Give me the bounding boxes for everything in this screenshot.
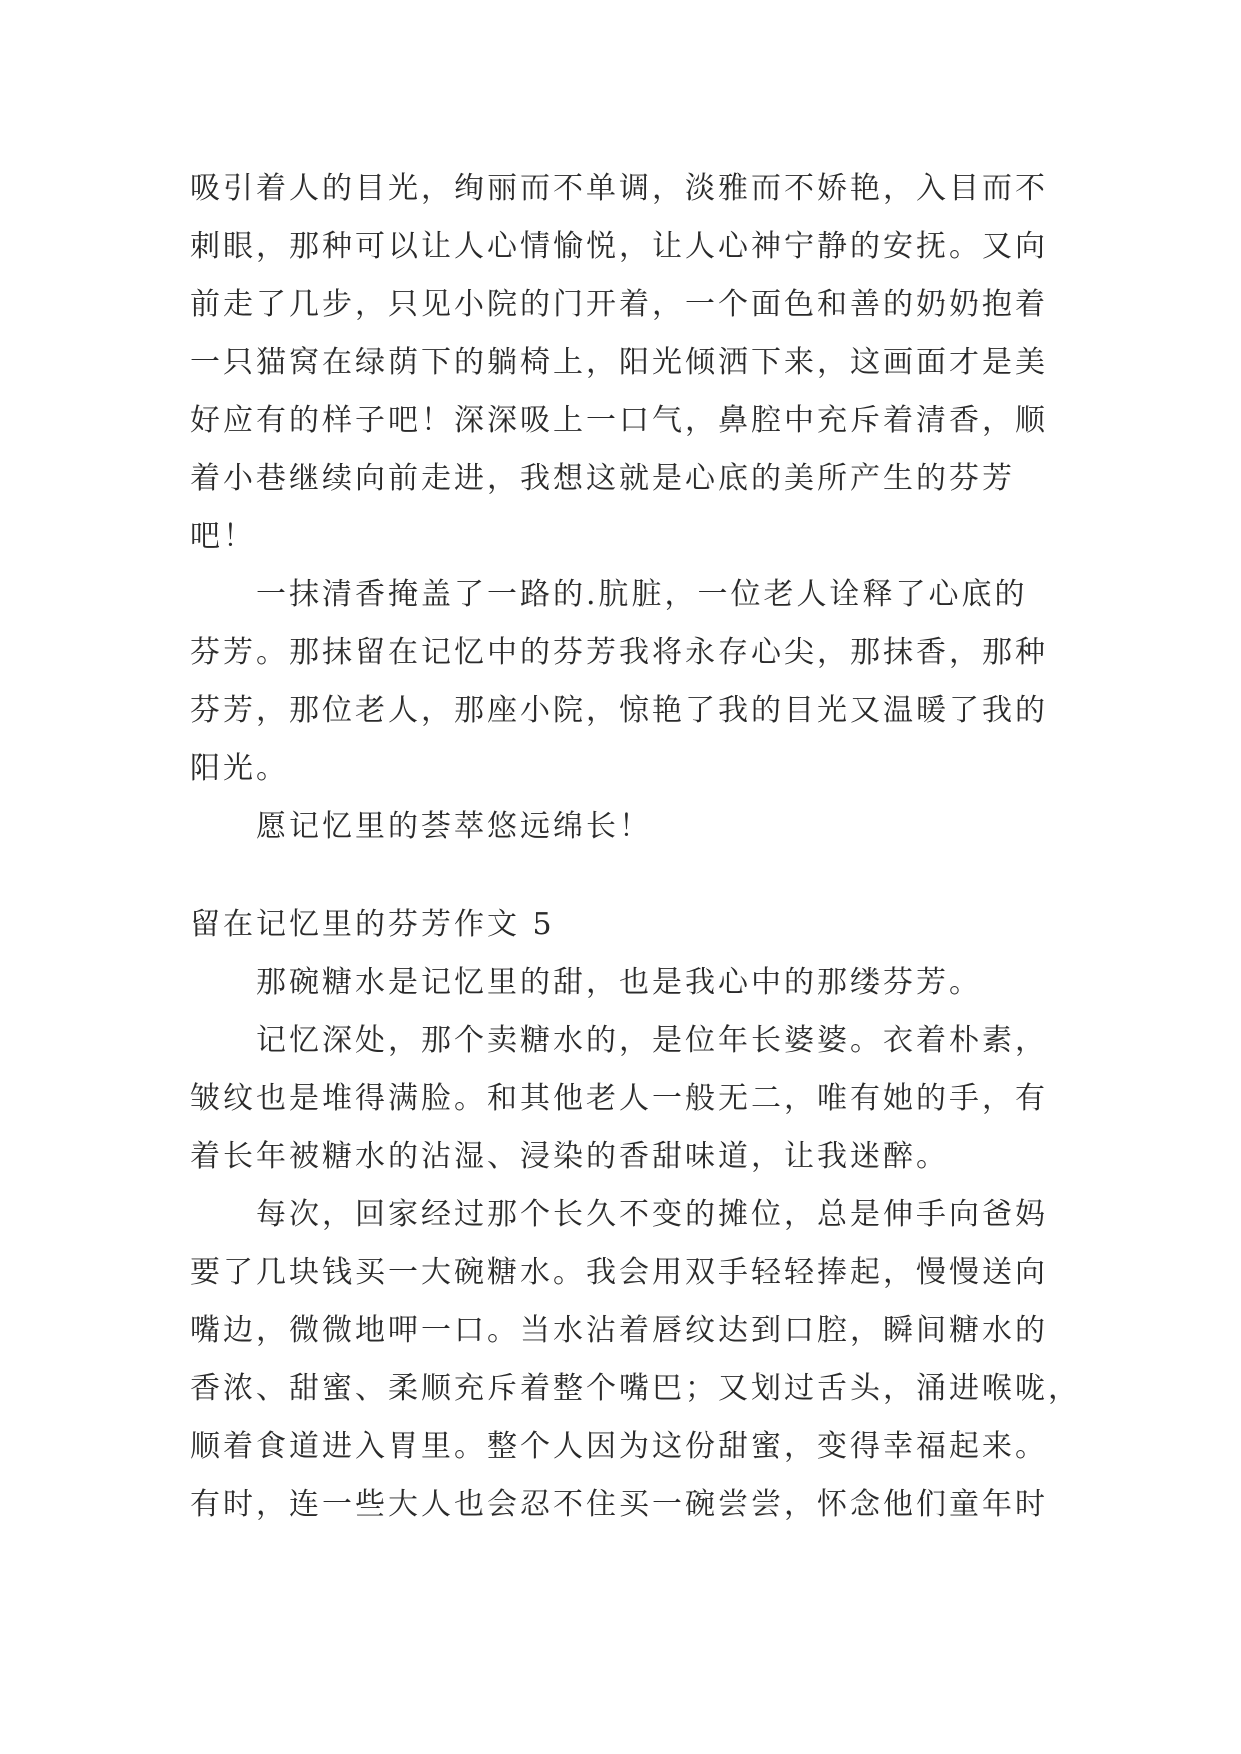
text-line: 愿记忆里的荟萃悠远绵长！ [256,809,652,844]
paragraph-3 [190,798,1060,856]
text-line: 一抹清香掩盖了一路的.肮脏，一位老人诠释了心底的 [256,577,1028,612]
section-spacer [190,856,1060,896]
text-line: 好应有的样子吧！深深吸上一口气，鼻腔中充斥着清香，顺 [190,403,1048,438]
text-line: 有时，连一些大人也会忍不住买一碗尝尝，怀念他们童年时 [190,1487,1048,1522]
text-line: 吧！ [190,519,256,554]
section-paragraph-2 [190,1012,1060,1186]
text-line: 吸引着人的目光，绚丽而不单调，淡雅而不娇艳，入目而不 [190,171,1048,206]
section-paragraph-3 [190,1186,1081,1534]
section-paragraph-1 [190,954,1060,1012]
text-line: 前走了几步，只见小院的门开着，一个面色和善的奶奶抱着 [190,287,1048,322]
text-line: 着小巷继续向前走进，我想这就是心底的美所产生的芬芳 [190,461,1015,496]
paragraph-2 [190,566,1060,798]
text-line: 那碗糖水是记忆里的甜，也是我心中的那缕芬芳。 [256,965,982,1000]
document-body [190,160,1081,1534]
text-line: 芬芳，那位老人，那座小院，惊艳了我的目光又温暖了我的 [190,693,1048,728]
text-line: 刺眼，那种可以让人心情愉悦，让人心神宁静的安抚。又向 [190,229,1048,264]
text-line: 每次，回家经过那个长久不变的摊位，总是伸手向爸妈 [256,1197,1048,1232]
text-line: 芬芳。那抹留在记忆中的芬芳我将永存心尖，那抹香，那种 [190,635,1048,670]
text-line: 阳光。 [190,751,289,786]
text-line: 香浓、甜蜜、柔顺充斥着整个嘴巴；又划过舌头，涌进喉咙， [190,1371,1081,1406]
text-line: 要了几块钱买一大碗糖水。我会用双手轻轻捧起，慢慢送向 [190,1255,1048,1290]
text-line: 着长年被糖水的沾湿、浸染的香甜味道，让我迷醉。 [190,1139,949,1174]
text-line: 嘴边，微微地呷一口。当水沾着唇纹达到口腔，瞬间糖水的 [190,1313,1048,1348]
text-line: 皱纹也是堆得满脸。和其他老人一般无二，唯有她的手，有 [190,1081,1048,1116]
text-line: 记忆深处，那个卖糖水的，是位年长婆婆。衣着朴素， [256,1023,1048,1058]
paragraph-1 [190,160,1060,566]
text-line: 顺着食道进入胃里。整个人因为这份甜蜜，变得幸福起来。 [190,1429,1048,1464]
text-line: 一只猫窝在绿荫下的躺椅上，阳光倾洒下来，这画面才是美 [190,345,1048,380]
section-title: 留在记忆里的芬芳作文 5 [190,907,555,942]
